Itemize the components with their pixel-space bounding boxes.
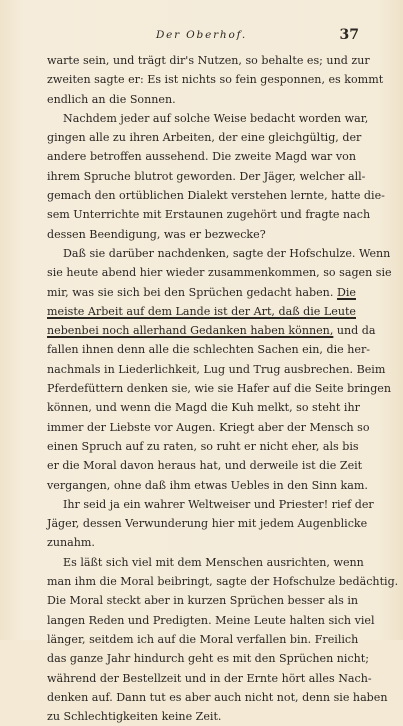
text-line: nachmals in Liederlichkeit, Lug und Trug ausbrechen. Beim xyxy=(47,362,386,376)
text-line: sie heute abend hier wieder zusammenkommen, so sagen sie xyxy=(47,266,392,280)
underlined-text-line: meiste Arbeit auf dem Lande ist der Art, daß die Leute xyxy=(47,304,356,318)
text-line: können, und wenn die Magd die Kuh melkt, so steht ihr xyxy=(47,401,360,415)
underlined-text: Die xyxy=(336,285,356,299)
text-line: dessen Beendigung, was er bezwecke? xyxy=(47,227,266,241)
text-line: zunahm. xyxy=(47,536,95,550)
text-line: einen Spruch auf zu raten, so ruht er nicht eher, als bis xyxy=(47,439,359,453)
text-line-start: mir, was sie sich bei den Sprüchen gedacht haben. xyxy=(47,285,334,299)
text-line: länger, seitdem ich auf die Moral verfallen bin. Freilich xyxy=(47,632,359,646)
text-line: sem Unterrichte mit Erstaunen zugehört und fragte nach xyxy=(47,208,371,222)
text-line: immer der Liebste vor Augen. Kriegt aber der Mensch so xyxy=(47,420,370,434)
text-line: Nachdem jeder auf solche Weise bedacht worden war, xyxy=(63,111,369,125)
text-line: andere betroffen aussehend. Die zweite Magd war von xyxy=(47,150,356,164)
text-line: endlich an die Sonnen. xyxy=(47,92,176,106)
text-line: zu Schlechtigkeiten keine Zeit. xyxy=(47,710,222,724)
text-line-end: und da xyxy=(333,324,376,338)
text-line: Pferdefüttern denken sie, wie sie Hafer auf die Seite bringen xyxy=(47,382,392,396)
underlined-text: nebenbei noch allerhand Gedanken haben können, xyxy=(47,324,334,338)
text-line: langen Reden und Predigten. Meine Leute halten sich viel xyxy=(47,613,375,627)
text-line: ihrem Spruche blutrot geworden. Der Jäger, welcher all- xyxy=(47,169,366,183)
page-header xyxy=(0,27,403,47)
text-line: Jäger, dessen Verwunderung hier mit jedem Augenblicke xyxy=(47,517,368,531)
body-text xyxy=(47,51,399,726)
text-line: Die Moral steckt aber in kurzen Sprüchen besser als in xyxy=(47,594,359,608)
text-line: während der Bestellzeit und in der Ernte hört alles Nach- xyxy=(47,671,372,685)
page-number: 37 xyxy=(339,27,359,43)
text-line: gingen alle zu ihren Arbeiten, der eine gleichgültig, der xyxy=(47,131,362,145)
text-line: gemach den ortüblichen Dialekt verstehen lernte, hatte die- xyxy=(47,189,385,203)
text-line: zweiten sagte er: Es ist nichts so fein gesponnen, es kommt xyxy=(47,73,384,87)
running-title: Der Oberhof. xyxy=(155,29,248,41)
text-line: das ganze Jahr hindurch geht es mit den Sprüchen nicht; xyxy=(47,652,370,666)
text-line: man ihm die Moral beibringt, sagte der Hofschulze bedächtig. xyxy=(47,575,399,589)
text-line: Daß sie darüber nachdenken, sagte der Hofschulze. Wenn xyxy=(63,246,391,260)
text-line: vergangen, ohne daß ihm etwas Uebles in den Sinn kam. xyxy=(47,478,368,492)
text-line: Es läßt sich viel mit dem Menschen ausrichten, wenn xyxy=(63,555,364,569)
text-line: warte sein, und trägt dir's Nutzen, so behalte es; und zur xyxy=(47,54,370,67)
text-line xyxy=(47,283,356,302)
text-line: Ihr seid ja ein wahrer Weltweiser und Priester! rief der xyxy=(63,497,374,511)
text-line xyxy=(47,321,376,340)
text-line: denken auf. Dann tut es aber auch nicht not, denn sie haben xyxy=(47,690,388,704)
text-line: er die Moral davon heraus hat, und derweile ist die Zeit xyxy=(47,459,363,473)
text-line: fallen ihnen denn alle die schlechten Sachen ein, die her- xyxy=(47,343,370,357)
